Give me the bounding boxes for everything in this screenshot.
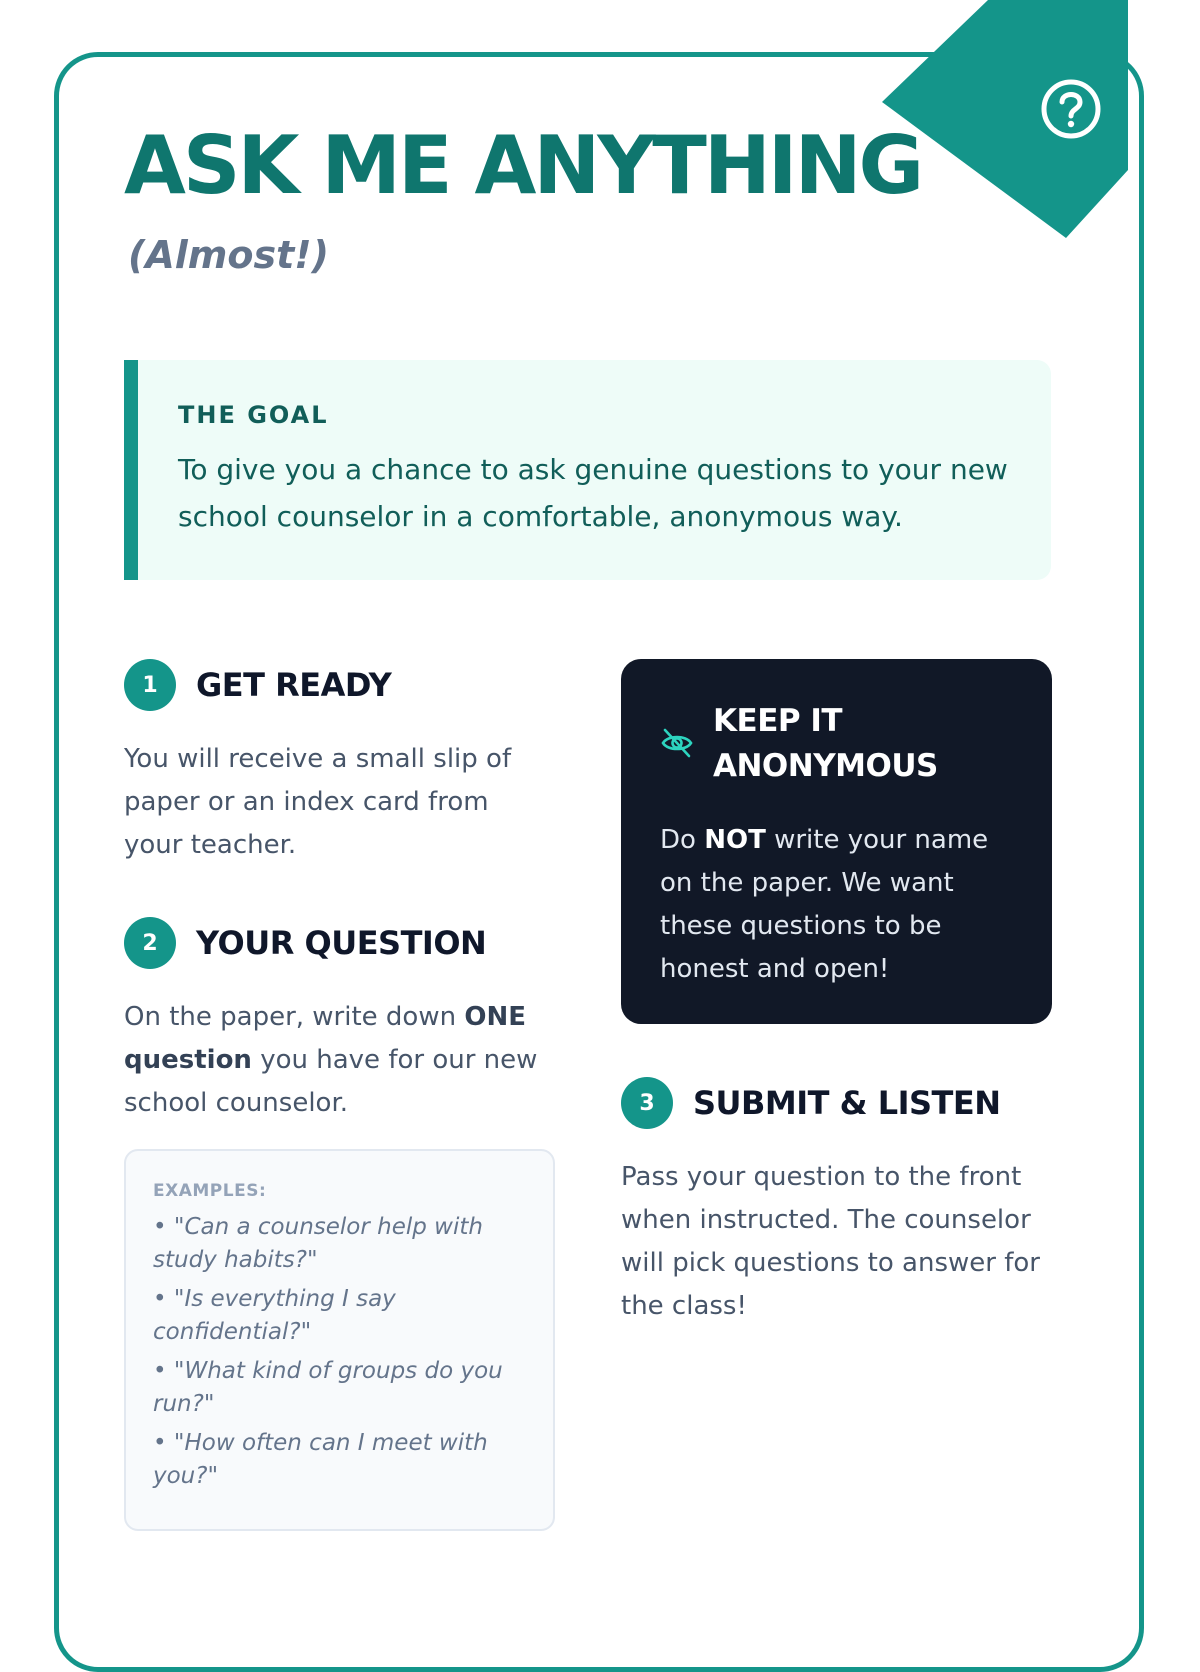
question-circle-icon[interactable]	[1040, 78, 1102, 140]
goal-callout	[124, 360, 1051, 580]
list-item: • "Can a counselor help with study habits?"	[153, 1214, 483, 1273]
step-2-header	[124, 917, 486, 969]
step-number-badge: 2	[124, 917, 176, 969]
anonymous-panel	[621, 659, 1052, 1024]
anonymous-text-emphasis: NOT	[704, 825, 766, 855]
step-2-text-emphasis: ONE question	[124, 1002, 526, 1075]
step-3-header	[621, 1077, 1001, 1129]
anonymous-title: KEEP IT ANONYMOUS	[713, 703, 938, 784]
list-item: • "How often can I meet with you?"	[153, 1430, 488, 1489]
goal-text: To give you a chance to ask genuine questions to your new school counselor in a comfortable, anonymous way.	[178, 453, 1008, 533]
step-title: SUBMIT & LISTEN	[693, 1084, 1001, 1122]
step-2-text-part: On the paper, write down	[124, 1002, 465, 1032]
page-title: ASK ME ANYTHING	[124, 119, 922, 212]
list-item: • "What kind of groups do you run?"	[153, 1358, 503, 1417]
step-2-text-part: you have for our new school counselor.	[124, 1045, 538, 1118]
page-subtitle: (Almost!)	[128, 233, 329, 277]
eye-off-icon	[659, 725, 695, 761]
anonymous-text-part: Do	[660, 825, 705, 855]
examples-box	[124, 1149, 555, 1531]
step-2-text	[124, 996, 544, 1125]
goal-heading: THE GOAL	[178, 401, 329, 429]
examples-label: EXAMPLES:	[153, 1181, 267, 1201]
examples-list	[153, 1211, 531, 1493]
step-title: GET READY	[196, 666, 392, 704]
step-1-header	[124, 659, 391, 711]
step-3-text: Pass your question to the front when instructed. The counselor will pick questions to answer for the class!	[621, 1162, 1040, 1321]
step-title: YOUR QUESTION	[196, 924, 487, 962]
step-1-text: You will receive a small slip of paper or an index card from your teacher.	[124, 744, 512, 860]
anonymous-text	[660, 819, 1020, 991]
anonymous-text-part: write your name on the paper. We want these questions to be honest and open!	[660, 825, 989, 984]
step-number-badge: 1	[124, 659, 176, 711]
list-item: • "Is everything I say confidential?"	[153, 1286, 396, 1345]
step-number-badge: 3	[621, 1077, 673, 1129]
